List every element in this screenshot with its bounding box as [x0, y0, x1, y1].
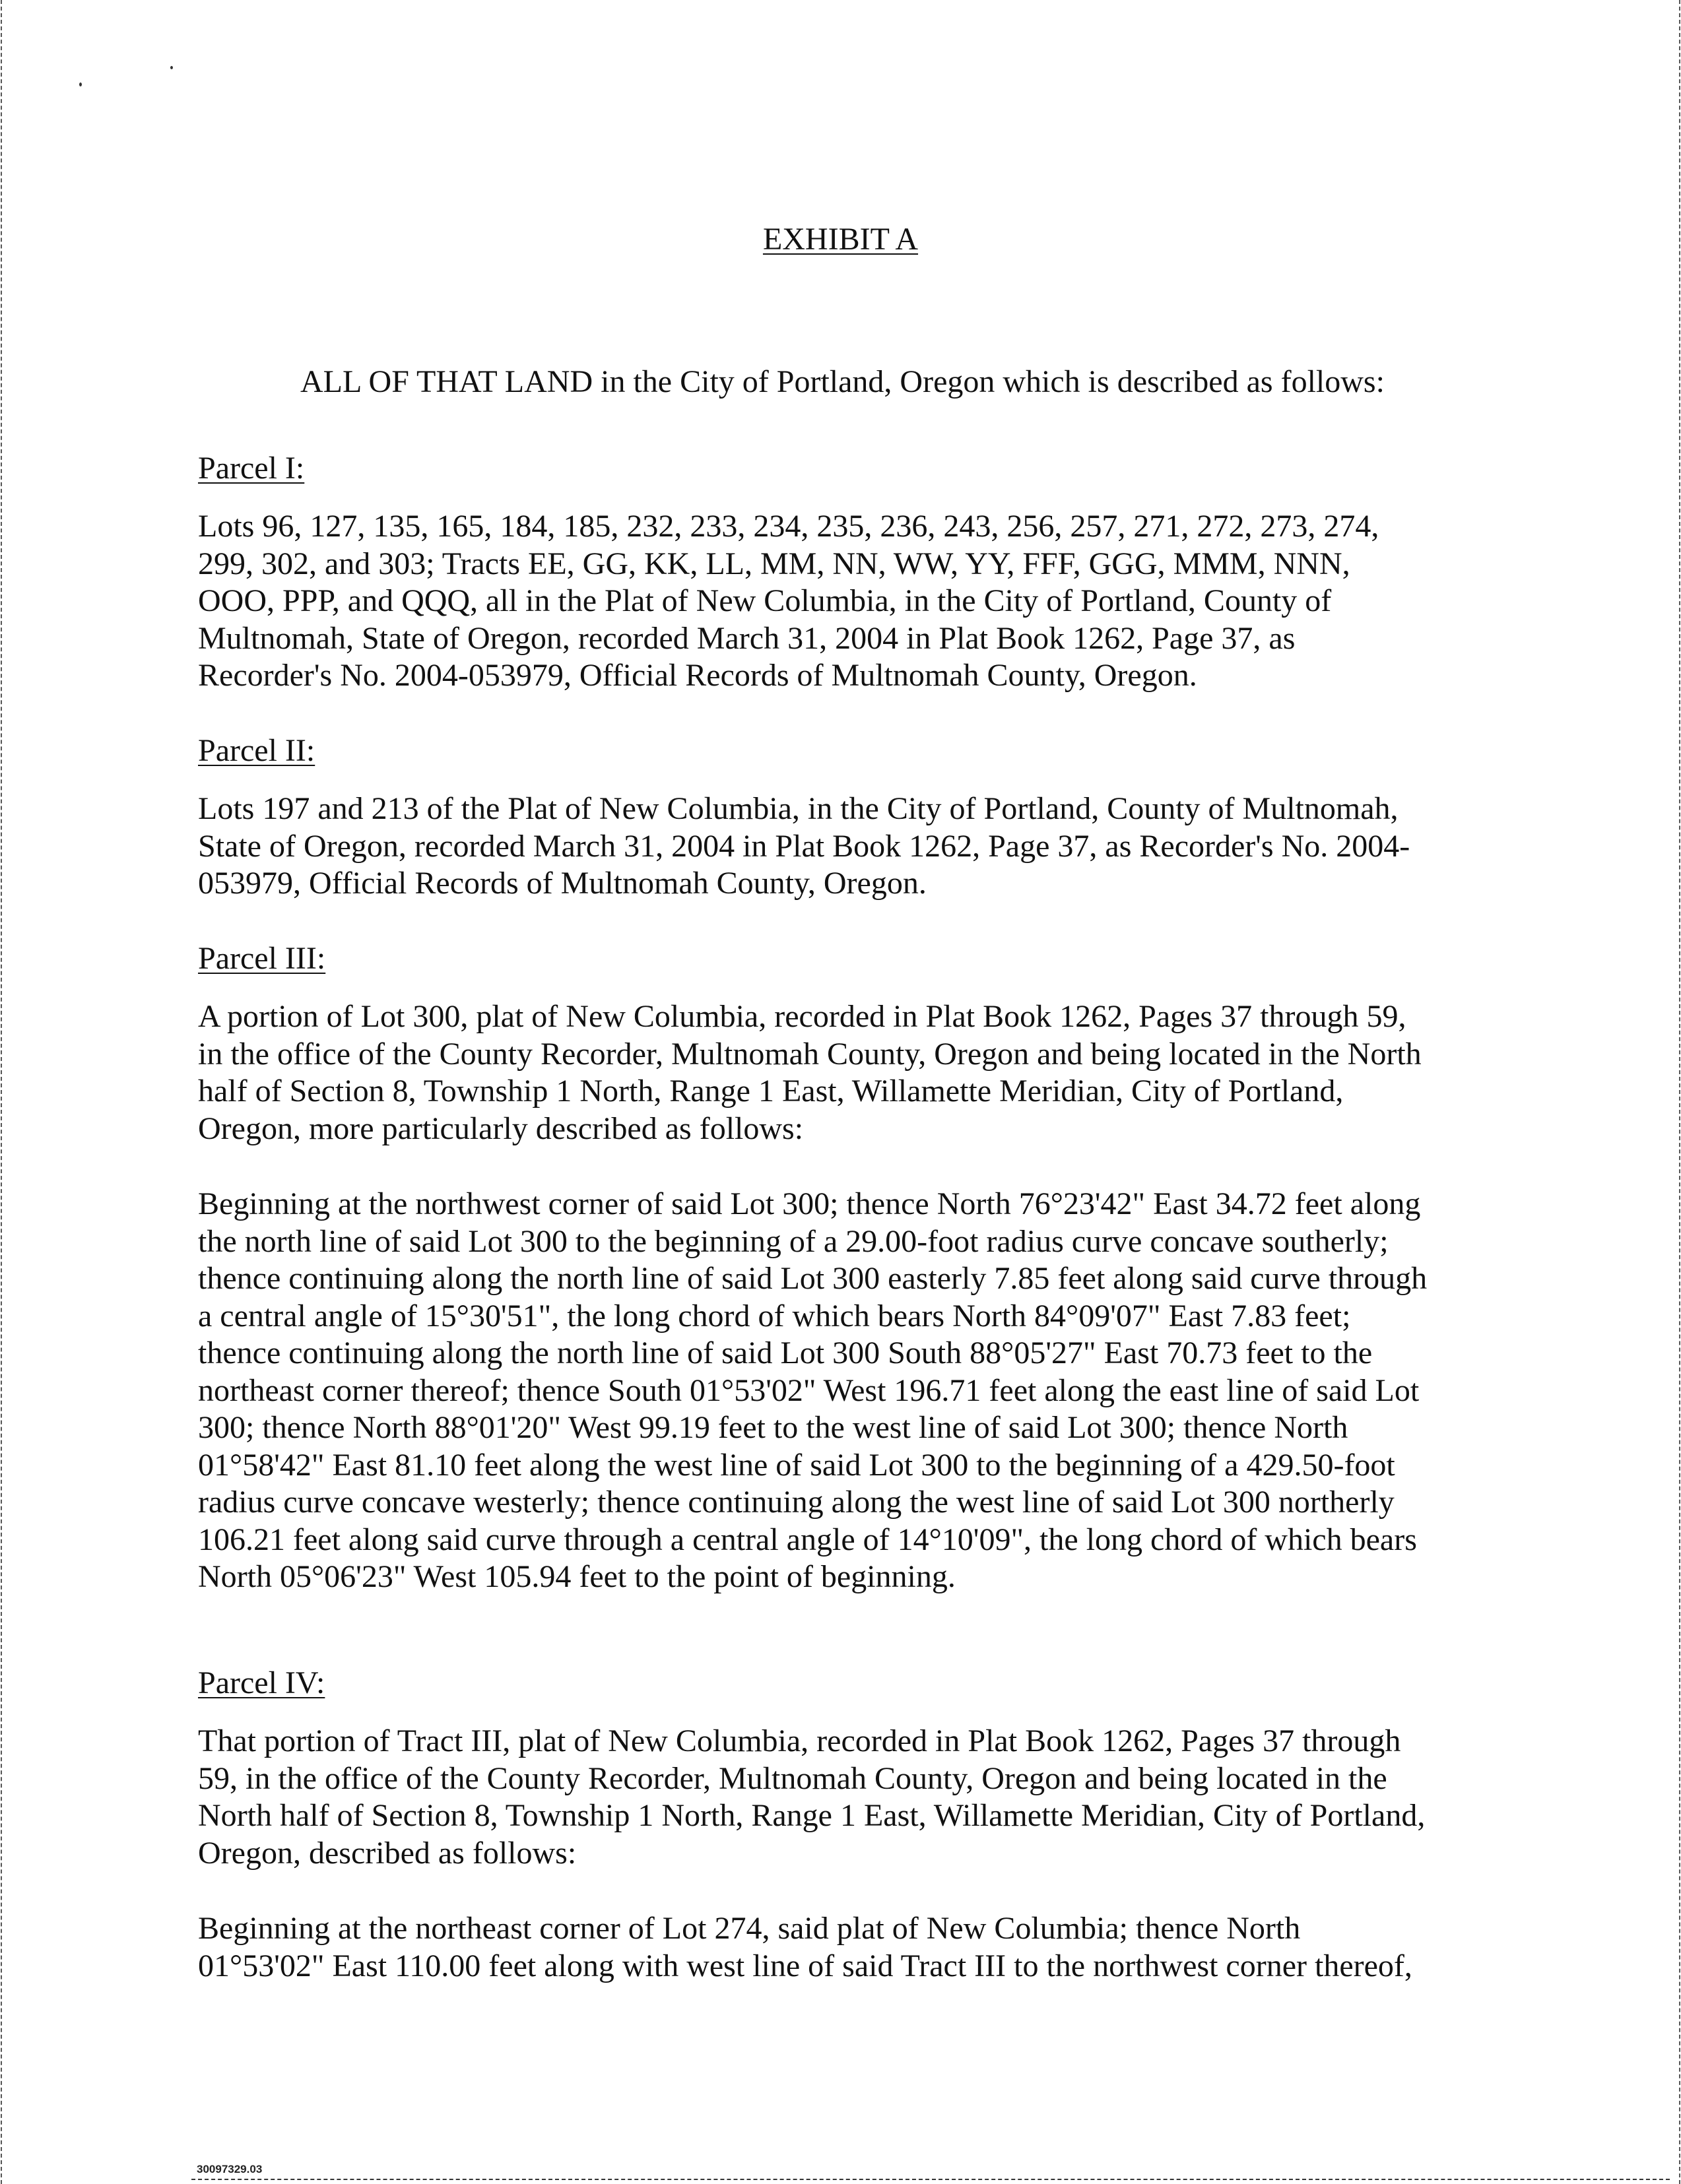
- text-line: the north line of said Lot 300 to the beginning of a 29.00-foot radius curve concave southerly;: [198, 1223, 1389, 1259]
- text-line: a central angle of 15°30'51", the long chord of which bears North 84°09'07" East 7.83 feet;: [198, 1298, 1351, 1333]
- parcel-metes-bounds: [198, 1910, 1492, 1985]
- text-line: A portion of Lot 300, plat of New Columbia, recorded in Plat Book 1262, Pages 37 through 59,: [198, 999, 1406, 1034]
- text-line: North 05°06'23" West 105.94 feet to the point of beginning.: [198, 1559, 956, 1594]
- text-line: North half of Section 8, Township 1 North, Range 1 East, Willamette Meridian, City of Portland,: [198, 1798, 1426, 1833]
- text-line: 59, in the office of the County Recorder, Multnomah County, Oregon and being located in the: [198, 1760, 1387, 1796]
- parcel-heading: Parcel IV:: [198, 1665, 325, 1700]
- text-line: Recorder's No. 2004-053979, Official Records of Multnomah County, Oregon.: [198, 658, 1197, 693]
- text-line: in the office of the County Recorder, Multnomah County, Oregon and being located in the North: [198, 1036, 1422, 1072]
- text-line: Oregon, more particularly described as follows:: [198, 1110, 804, 1146]
- parcel-description: [198, 508, 1492, 695]
- intro-text: ALL OF THAT LAND in the City of Portland, Oregon which is described as follows:: [300, 364, 1385, 399]
- text-line: Oregon, described as follows:: [198, 1835, 577, 1871]
- parcel-heading: Parcel I:: [198, 451, 305, 486]
- text-line: northeast corner thereof; thence South 01°53'02" West 196.71 feet along the east line of said Lot: [198, 1372, 1420, 1408]
- text-line: State of Oregon, recorded March 31, 2004 in Plat Book 1262, Page 37, as Recorder's No. 2004-: [198, 828, 1410, 864]
- text-line: OOO, PPP, and QQQ, all in the Plat of New Columbia, in the City of Portland, County of: [198, 583, 1332, 618]
- text-line: 299, 302, and 303; Tracts EE, GG, KK, LL, MM, NN, WW, YY, FFF, GGG, MMM, NNN,: [198, 546, 1350, 581]
- text-line: 106.21 feet along said curve through a central angle of 14°10'09", the long chord of which bears: [198, 1522, 1417, 1557]
- scan-speck: [79, 82, 82, 86]
- text-line: thence continuing along the north line of said Lot 300 easterly 7.85 feet along said curve through: [198, 1261, 1428, 1296]
- parcel-description: [198, 790, 1492, 903]
- scan-edge-right: [1679, 0, 1680, 2184]
- parcel-heading: Parcel III:: [198, 941, 326, 976]
- parcel-metes-bounds: [198, 1186, 1492, 1596]
- text-line: Lots 96, 127, 135, 165, 184, 185, 232, 233, 234, 235, 236, 243, 256, 257, 271, 272, 273, 274,: [198, 509, 1379, 544]
- text-line: Multnomah, State of Oregon, recorded March 31, 2004 in Plat Book 1262, Page 37, as: [198, 620, 1296, 656]
- scan-edge-left: [1, 0, 2, 2184]
- parcel-description: [198, 1723, 1492, 1872]
- text-line: Beginning at the northeast corner of Lot 274, said plat of New Columbia; thence North: [198, 1911, 1301, 1946]
- text-line: That portion of Tract III, plat of New Columbia, recorded in Plat Book 1262, Pages 37 through: [198, 1723, 1401, 1758]
- text-line: radius curve concave westerly; thence continuing along the west line of said Lot 300 northerly: [198, 1485, 1395, 1520]
- text-line: Lots 197 and 213 of the Plat of New Columbia, in the City of Portland, County of Multnomah,: [198, 791, 1399, 826]
- parcel-description: [198, 998, 1492, 1147]
- text-line: Beginning at the northwest corner of said Lot 300; thence North 76°23'42" East 34.72 feet along: [198, 1186, 1421, 1221]
- text-line: 053979, Official Records of Multnomah County, Oregon.: [198, 866, 927, 901]
- text-line: 300; thence North 88°01'20" West 99.19 feet to the west line of said Lot 300; thence North: [198, 1410, 1348, 1445]
- parcel-heading: Parcel II:: [198, 733, 315, 768]
- scan-speck: [170, 66, 173, 69]
- text-line: half of Section 8, Township 1 North, Range 1 East, Willamette Meridian, City of Portland,: [198, 1074, 1344, 1108]
- text-line: 01°53'02" East 110.00 feet along with west line of said Tract III to the northwest corner thereof,: [198, 1948, 1412, 1983]
- document-reference-code: 30097329.03: [197, 2163, 263, 2175]
- exhibit-title: EXHIBIT A: [762, 222, 919, 257]
- scan-edge-bottom: [191, 2179, 1670, 2180]
- text-line: 01°58'42" East 81.10 feet along the west line of said Lot 300 to the beginning of a 429.50-foot: [198, 1447, 1395, 1483]
- text-line: thence continuing along the north line of said Lot 300 South 88°05'27" East 70.73 feet to the: [198, 1335, 1373, 1370]
